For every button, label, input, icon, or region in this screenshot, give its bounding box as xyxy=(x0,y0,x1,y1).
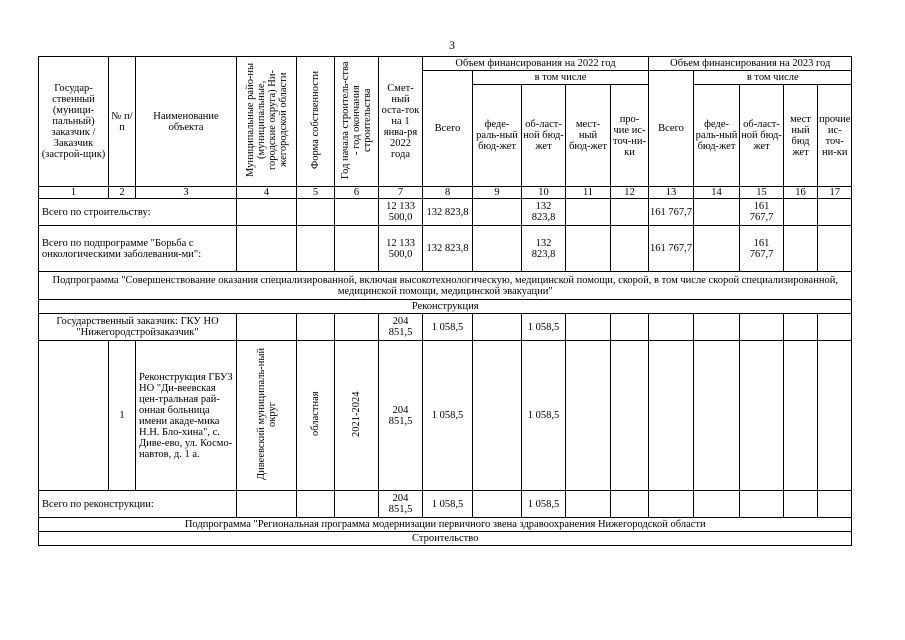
header-other-2022: про-чие ис-точ-ни-ки xyxy=(611,85,649,187)
header-other-2023: прочие ис-точ-ни-ки xyxy=(818,85,852,187)
header-including-2023: в том числе xyxy=(694,71,852,85)
row-object: 1 Реконструкция ГБУЗ НО "Ди-веевская цен-тральная рай-онная больница имени акаде-мика Н.Н. Бло-хина", с. Диве-ево, ул. Космо-навтов, д. 1 а. Дивеевский муниципаль-ный округ областная 2021-2024 204 851,5 1 058,5 1 058,5 xyxy=(39,341,852,491)
row-total-construction: Всего по строительству: 12 133 500,0 132 823,8 132 823,8 161 767,7 161 767,7 xyxy=(39,199,852,226)
header-regional-2022: об-ласт-ной бюд-жет xyxy=(522,85,566,187)
header-including-2022: в том числе xyxy=(473,71,649,85)
header-financing-2022: Объем финансирования на 2022 год xyxy=(423,57,649,71)
row-customer: Государственный заказчик: ГКУ НО "Нижегородстройзаказчик" 204 851,5 1 058,5 1 058,5 xyxy=(39,314,852,341)
object-name: Реконструкция ГБУЗ НО "Ди-веевская цен-тральная рай-онная больница имени акаде-мика Н.Н. Бло-хина", с. Диве-ево, ул. Космо-навтов, д. 1 а. xyxy=(136,341,237,491)
header-local-2023: мест ный бюд жет xyxy=(784,85,818,187)
header-total-2022: Всего xyxy=(423,71,473,187)
page-number: 3 xyxy=(449,38,455,52)
row-subprogram-primary: Подпрограмма "Региональная программа модернизации первичного звена здравоохранения Нижегородской области xyxy=(39,518,852,532)
object-ownership: областная xyxy=(310,391,321,437)
header-district: Муниципальные райо-ны (муниципальные, городские округа) Ни-жегородской области xyxy=(244,62,289,178)
header-regional-2023: об-ласт-ной бюд-жет xyxy=(740,85,784,187)
header-federal-2022: феде-раль-ный бюд-жет xyxy=(473,85,522,187)
header-federal-2023: феде-раль-ный бюд-жет xyxy=(694,85,740,187)
row-total-reconstruction: Всего по реконструкции: 204 851,5 1 058,5 1 058,5 xyxy=(39,491,852,518)
header-object-name: Наименование объекта xyxy=(136,57,237,187)
header-ownership: Форма собственности xyxy=(310,70,321,170)
header-balance: Смет-ный оста-ток на 1 янва-ря 2022 года xyxy=(379,57,423,187)
header-customer: Государ-ственный (муници-пальный) заказчик / Заказчик (застрой-щик) xyxy=(39,57,109,187)
header-local-2022: мест-ный бюд-жет xyxy=(566,85,611,187)
financing-table xyxy=(38,56,852,546)
row-total-subprogram: Всего по подпрограмме "Борьба с онкологическими заболевания-ми": 12 133 500,0 132 823,8 132 823,8 161 767,7 161 767,7 xyxy=(39,226,852,272)
header-number: № п/п xyxy=(109,57,136,187)
row-section-construction: Строительство xyxy=(39,532,852,546)
column-number-row: 1 2 3 4 5 6 7 8 9 10 11 12 13 14 15 16 17 xyxy=(39,187,852,199)
header-financing-2023: Объем финансирования на 2023 год xyxy=(649,57,852,71)
header-years: Год начала строитель-ства - год окончания строительства xyxy=(340,61,373,179)
row-section-reconstruction: Реконструкция xyxy=(39,300,852,314)
object-district: Дивеевский муниципаль-ный округ xyxy=(255,347,278,481)
row-subprogram-specialized: Подпрограмма "Совершенствование оказания специализированной, включая высокотехнологическую, медицинской помощи, скорой, в том числе скорой специализированной, медицинской помощи, медицинской эвакуации" xyxy=(39,272,852,300)
object-years: 2021-2024 xyxy=(351,391,362,437)
header-total-2023: Всего xyxy=(649,71,694,187)
